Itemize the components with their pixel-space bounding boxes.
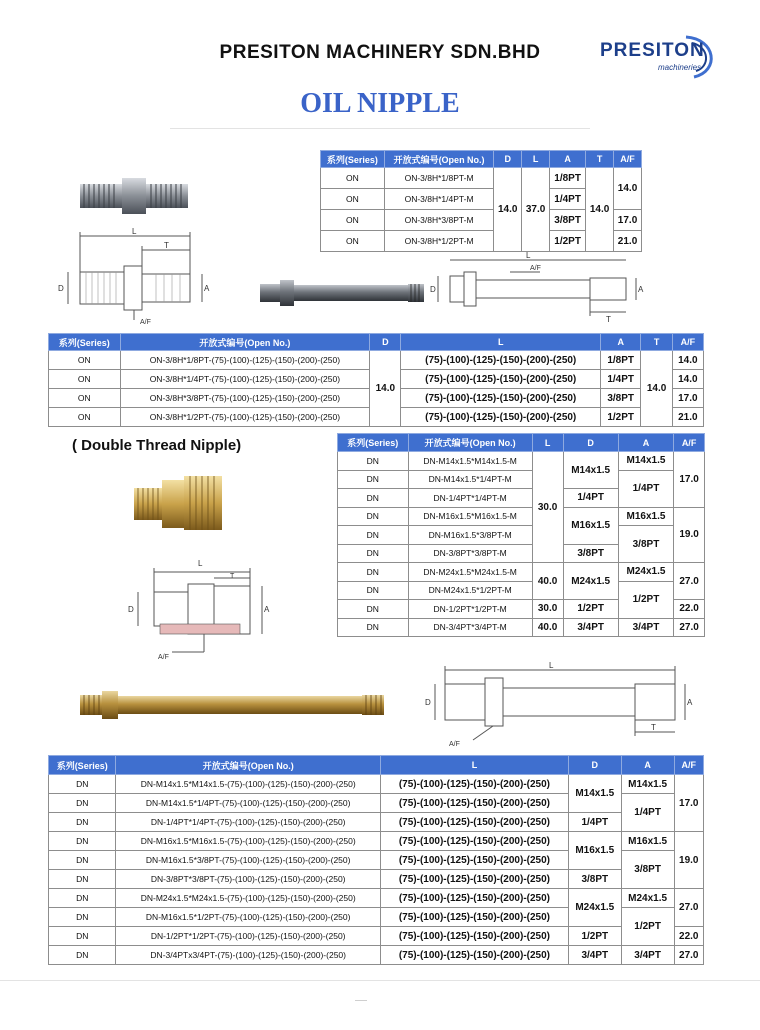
dim-a-label: A [204,284,210,293]
col-series: 系列(Series) [321,151,385,168]
dim-d-label: D [430,285,436,294]
col-l: L [532,434,563,452]
cell-open-no: DN-3/8PT*3/8PT-(75)-(100)-(125)-(150)-(200)-(250) [116,870,381,889]
cell-a: M16x1.5 [618,507,673,526]
cell-series: DN [338,507,409,526]
cell-l: 40.0 [532,563,563,600]
long-double-thread-nipple-drawing [425,660,695,750]
col-a: A [618,434,673,452]
col-open-no: 开放式编号(Open No.) [384,151,493,168]
long-oil-nipple-photo [258,276,426,310]
cell-af: 19.0 [674,832,703,889]
col-l: L [401,334,601,351]
col-series: 系列(Series) [49,756,116,775]
cell-open-no: ON-3/8H*1/2PT-M [384,231,493,252]
table-row [338,618,705,637]
cell-af: 27.0 [674,889,703,927]
cell-l: (75)-(100)-(125)-(150)-(200)-(250) [401,370,601,389]
cell-open-no: DN-1/4PT*1/4PT-(75)-(100)-(125)-(150)-(200)-(250) [116,813,381,832]
col-af: A/F [674,434,705,452]
cell-a: M14x1.5 [621,775,674,794]
col-series: 系列(Series) [338,434,409,452]
cell-l: 37.0 [522,168,550,252]
cell-series: DN [49,775,116,794]
cell-series: DN [338,544,409,563]
cell-series: ON [49,389,121,408]
table-row [49,889,704,908]
cell-a: M24x1.5 [621,889,674,908]
cell-a: 1/2PT [550,231,586,252]
cell-af: 22.0 [674,600,705,619]
cell-open-no: ON-3/8H*1/8PT-M [384,168,493,189]
cell-open-no: DN-M24x1.5*M24x1.5-(75)-(100)-(125)-(150)-(200)-(250) [116,889,381,908]
cell-series: DN [338,470,409,489]
cell-a: 1/4PT [621,794,674,832]
cell-l: 30.0 [532,452,563,563]
dim-t-label: T [164,241,169,250]
cell-open-no: ON-3/8H*1/2PT-(75)-(100)-(125)-(150)-(200)-(250) [120,408,370,427]
cell-a: M24x1.5 [618,563,673,582]
oil-nipple-photo [78,172,190,220]
cell-l: (75)-(100)-(125)-(150)-(200)-(250) [401,389,601,408]
double-thread-nipple-title: ( Double Thread Nipple) [72,437,242,454]
dim-af-label: A/F [530,265,541,272]
company-name: PRESITON MACHINERY SDN.BHD [219,42,541,63]
cell-l: (75)-(100)-(125)-(150)-(200)-(250) [381,889,569,908]
table-row [338,526,705,545]
cell-series: DN [338,489,409,508]
cell-open-no: DN-1/2PT*1/2PT-M [408,600,532,619]
long-oil-nipple-drawing [430,250,645,325]
col-d: D [370,334,401,351]
col-open-no: 开放式编号(Open No.) [120,334,370,351]
dim-t-label: T [230,573,235,580]
cell-d: 3/8PT [563,544,618,563]
cell-l: (75)-(100)-(125)-(150)-(200)-(250) [381,813,569,832]
cell-series: DN [49,832,116,851]
cell-af: 22.0 [674,927,703,946]
cell-d: 1/4PT [568,813,621,832]
dim-t-label: T [651,723,656,732]
footer-mark [355,1000,367,1001]
cell-d: 14.0 [494,168,522,252]
cell-open-no: ON-3/8H*3/8PT-M [384,210,493,231]
cell-a: 3/8PT [618,526,673,563]
cell-series: DN [49,927,116,946]
dim-a-label: A [264,605,270,614]
cell-d: M14x1.5 [568,775,621,813]
cell-open-no: DN-M24x1.5*M24x1.5-M [408,563,532,582]
cell-series: DN [49,794,116,813]
cell-a: 1/2PT [600,408,640,427]
cell-open-no: ON-3/8H*1/8PT-(75)-(100)-(125)-(150)-(200)-(250) [120,351,370,370]
col-t: T [586,151,614,168]
cell-a: M14x1.5 [618,452,673,471]
dim-d-label: D [128,605,134,614]
dim-l-label: L [549,661,554,670]
cell-open-no: DN-M16x1.5*3/8PT-(75)-(100)-(125)-(150)-(200)-(250) [116,851,381,870]
table-row [49,832,704,851]
cell-d: 3/4PT [563,618,618,637]
cell-series: ON [49,351,121,370]
col-d: D [563,434,618,452]
cell-series: DN [49,851,116,870]
double-thread-nipple-spec-table [337,433,705,637]
cell-a: 3/8PT [621,851,674,889]
cell-d: 1/2PT [563,600,618,619]
cell-series: ON [321,189,385,210]
cell-af: 27.0 [674,946,703,965]
col-d: D [494,151,522,168]
cell-open-no: DN-1/2PT*1/2PT-(75)-(100)-(125)-(150)-(200)-(250) [116,927,381,946]
cell-open-no: DN-3/8PT*3/8PT-M [408,544,532,563]
cell-series: ON [321,210,385,231]
cell-open-no: DN-M14x1.5*1/4PT-M [408,470,532,489]
cell-series: DN [338,600,409,619]
cell-af: 14.0 [672,351,703,370]
cell-a: 3/8PT [550,210,586,231]
table-row [49,927,704,946]
table-row [338,563,705,582]
cell-l: (75)-(100)-(125)-(150)-(200)-(250) [381,908,569,927]
cell-open-no: ON-3/8H*3/8PT-(75)-(100)-(125)-(150)-(200)-(250) [120,389,370,408]
page-title: OIL NIPPLE [300,88,460,119]
cell-af: 17.0 [614,210,642,231]
table-row [49,351,704,370]
cell-series: ON [49,370,121,389]
cell-open-no: DN-M14x1.5*M14x1.5-M [408,452,532,471]
table-row [49,870,704,889]
cell-a: 1/2PT [618,581,673,618]
cell-t: 14.0 [586,168,614,252]
cell-series: DN [49,813,116,832]
long-double-thread-nipple-photo [78,688,386,722]
cell-a: 1/2PT [621,908,674,946]
cell-series: ON [321,231,385,252]
long-oil-nipple-spec-table [48,333,704,427]
cell-a: 1/8PT [600,351,640,370]
title-divider [170,128,590,129]
long-double-thread-nipple-spec-table [48,755,704,965]
cell-series: DN [338,581,409,600]
table-row [338,507,705,526]
cell-open-no: DN-M24x1.5*1/2PT-M [408,581,532,600]
cell-l: 30.0 [532,600,563,619]
dim-af-label: A/F [449,741,460,748]
col-open-no: 开放式编号(Open No.) [116,756,381,775]
cell-series: DN [338,563,409,582]
cell-series: DN [49,946,116,965]
cell-open-no: DN-M16x1.5*M16x1.5-M [408,507,532,526]
cell-l: (75)-(100)-(125)-(150)-(200)-(250) [381,794,569,813]
cell-open-no: DN-M16x1.5*M16x1.5-(75)-(100)-(125)-(150)-(200)-(250) [116,832,381,851]
cell-af: 21.0 [672,408,703,427]
dim-d-label: D [58,284,64,293]
cell-open-no: ON-3/8H*1/4PT-(75)-(100)-(125)-(150)-(200)-(250) [120,370,370,389]
logo-text: PRESITON [600,40,705,61]
cell-af: 14.0 [614,168,642,210]
cell-d: 1/4PT [563,489,618,508]
cell-l: (75)-(100)-(125)-(150)-(200)-(250) [381,832,569,851]
table-row [338,470,705,489]
cell-series: DN [338,452,409,471]
col-l: L [381,756,569,775]
cell-open-no: DN-M16x1.5*1/2PT-(75)-(100)-(125)-(150)-(200)-(250) [116,908,381,927]
col-a: A [550,151,586,168]
section-hatch [160,624,240,634]
cell-a: 1/4PT [600,370,640,389]
cell-series: ON [321,168,385,189]
col-af: A/F [674,756,703,775]
cell-series: DN [49,889,116,908]
col-series: 系列(Series) [49,334,121,351]
cell-af: 17.0 [674,775,703,832]
cell-l: (75)-(100)-(125)-(150)-(200)-(250) [381,927,569,946]
col-a: A [600,334,640,351]
cell-af: 14.0 [672,370,703,389]
cell-open-no: DN-M16x1.5*3/8PT-M [408,526,532,545]
cell-l: (75)-(100)-(125)-(150)-(200)-(250) [401,408,601,427]
cell-af: 21.0 [614,231,642,252]
cell-a: 3/4PT [618,618,673,637]
dim-af-label: A/F [140,319,151,326]
cell-d: 14.0 [370,351,401,427]
col-a: A [621,756,674,775]
cell-series: DN [338,618,409,637]
col-t: T [641,334,672,351]
dim-l-label: L [198,559,203,568]
cell-l: (75)-(100)-(125)-(150)-(200)-(250) [381,946,569,965]
cell-t: 14.0 [641,351,672,427]
cell-l: 40.0 [532,618,563,637]
cell-a: 3/4PT [621,946,674,965]
table-row [338,452,705,471]
cell-d: M16x1.5 [563,507,618,544]
cell-af: 17.0 [672,389,703,408]
cell-d: 1/2PT [568,927,621,946]
col-af: A/F [672,334,703,351]
cell-af: 19.0 [674,507,705,563]
logo-subtitle: machineries [658,63,702,72]
table-row [49,813,704,832]
cell-l: (75)-(100)-(125)-(150)-(200)-(250) [381,851,569,870]
cell-a: 1/4PT [550,189,586,210]
cell-open-no: DN-3/4PT*3/4PT-M [408,618,532,637]
cell-series: DN [338,526,409,545]
cell-d: M24x1.5 [568,889,621,927]
cell-d: M16x1.5 [568,832,621,870]
oil-nipple-drawing [56,228,216,328]
cell-af: 27.0 [674,563,705,600]
cell-a: 1/4PT [618,470,673,507]
col-l: L [522,151,550,168]
dim-l-label: L [526,251,531,260]
double-thread-nipple-photo [130,472,226,534]
footer-divider [0,980,760,981]
dim-d-label: D [425,698,431,707]
cell-series: DN [49,870,116,889]
dim-a-label: A [687,698,693,707]
cell-l: (75)-(100)-(125)-(150)-(200)-(250) [401,351,601,370]
table-row [338,581,705,600]
cell-l: (75)-(100)-(125)-(150)-(200)-(250) [381,870,569,889]
table-row [49,775,704,794]
table-row [321,168,642,189]
dim-t-label: T [606,315,611,324]
cell-a: 3/8PT [600,389,640,408]
cell-d: M14x1.5 [563,452,618,489]
cell-d: M24x1.5 [563,563,618,600]
cell-open-no: DN-1/4PT*1/4PT-M [408,489,532,508]
cell-open-no: ON-3/8H*1/4PT-M [384,189,493,210]
dim-a-label: A [638,285,644,294]
col-af: A/F [614,151,642,168]
cell-a: 1/8PT [550,168,586,189]
cell-open-no: DN-M14x1.5*M14x1.5-(75)-(100)-(125)-(150)-(200)-(250) [116,775,381,794]
double-thread-nipple-drawing [120,556,275,664]
cell-open-no: DN-3/4PTx3/4PT-(75)-(100)-(125)-(150)-(200)-(250) [116,946,381,965]
cell-series: DN [49,908,116,927]
cell-l: (75)-(100)-(125)-(150)-(200)-(250) [381,775,569,794]
cell-series: ON [49,408,121,427]
preston-logo [598,33,728,81]
cell-a: M16x1.5 [621,832,674,851]
cell-d: 3/8PT [568,870,621,889]
dim-af-label: A/F [158,654,169,661]
cell-open-no: DN-M14x1.5*1/4PT-(75)-(100)-(125)-(150)-(200)-(250) [116,794,381,813]
dim-l-label: L [132,228,137,236]
oil-nipple-spec-table [320,150,642,252]
cell-af: 27.0 [674,618,705,637]
cell-af: 17.0 [674,452,705,508]
col-open-no: 开放式编号(Open No.) [408,434,532,452]
col-d: D [568,756,621,775]
table-row [49,946,704,965]
cell-d: 3/4PT [568,946,621,965]
